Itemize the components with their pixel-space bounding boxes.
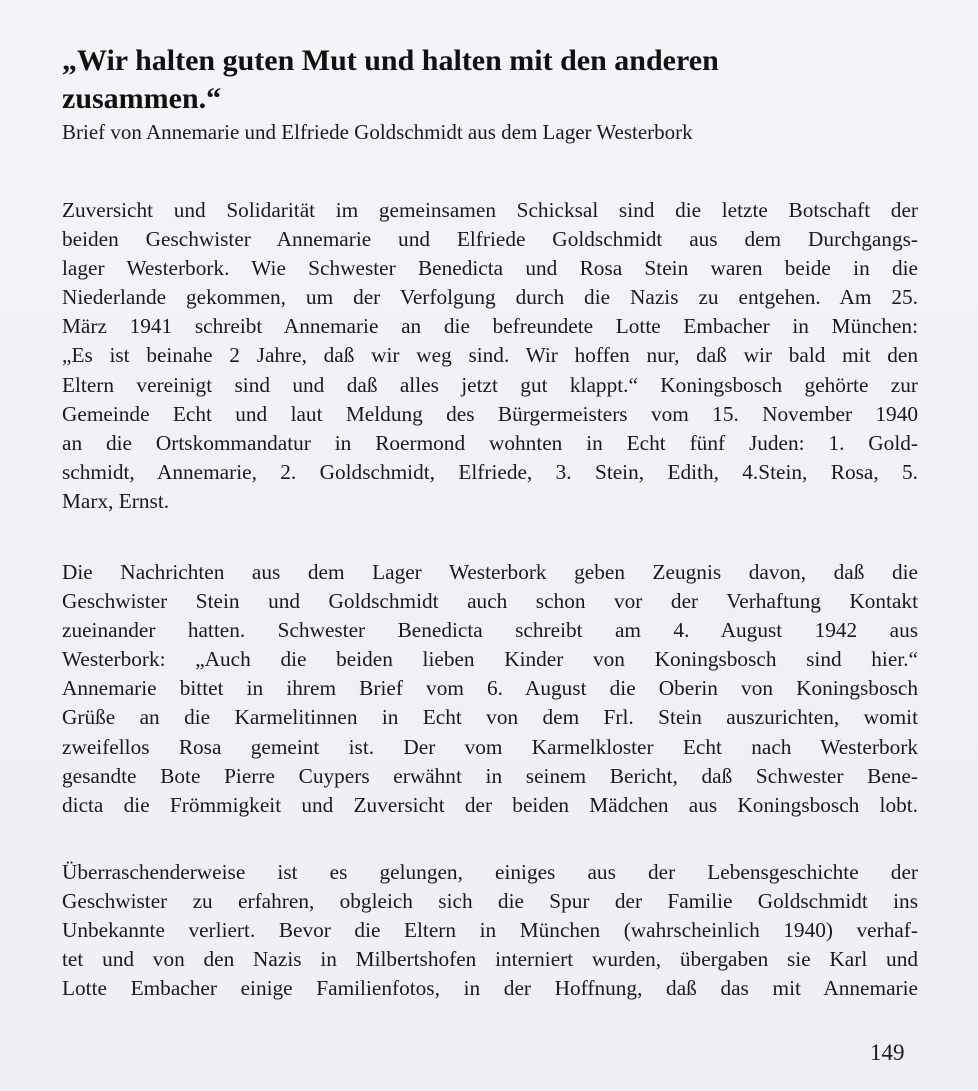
title-line: zusammen.“ [62,82,222,115]
title-line: „Wir halten guten Mut und halten mit den anderen [62,44,719,77]
text-line: Marx, Ernst. [62,488,170,513]
text-line: Gemeinde Echt und laut Meldung des Bürgermeisters vom 15. November 1940 [62,401,918,426]
text-line: an die Ortskommandatur in Roermond wohnten in Echt fünf Juden: 1. Gold- [62,430,918,455]
text-line: lager Westerbork. Wie Schwester Benedicta und Rosa Stein waren beide in die [62,256,918,281]
text-line: beiden Geschwister Annemarie und Elfriede Goldschmidt aus dem Durchgangs- [62,227,918,252]
text-line: Niederlande gekommen, um der Verfolgung durch die Nazis zu entgehen. Am 25. [62,285,918,310]
text-line: tet und von den Nazis in Milbertshofen interniert wurden, übergaben sie Karl und [62,947,918,972]
text-line: Eltern vereinigt sind und daß alles jetzt gut klappt.“ Koningsbosch gehörte zur [62,372,918,397]
text-line: dicta die Frömmigkeit und Zuversicht der beiden Mädchen aus Koningsbosch lobt. [62,792,918,817]
text-line: schmidt, Annemarie, 2. Goldschmidt, Elfriede, 3. Stein, Edith, 4.Stein, Rosa, 5. [62,459,918,484]
text-line: Lotte Embacher einige Familienfotos, in der Hoffnung, daß das mit Annemarie [62,976,918,1001]
text-line: zweifellos Rosa gemeint ist. Der vom Karmelkloster Echt nach Westerbork [62,734,918,759]
text-line: Geschwister Stein und Goldschmidt auch schon vor der Verhaftung Kontakt [62,589,918,614]
text-line: zueinander hatten. Schwester Benedicta schreibt am 4. August 1942 aus [62,618,918,643]
text-line: gesandte Bote Pierre Cuypers erwähnt in seinem Bericht, daß Schwester Bene- [62,763,918,788]
text-line: Grüße an die Karmelitinnen in Echt von dem Frl. Stein auszurichten, womit [62,705,918,730]
text-line: Überraschenderweise ist es gelungen, einiges aus der Lebensgeschichte der [62,860,918,884]
text-line: Westerbork: „Auch die beiden lieben Kinder von Koningsbosch sind hier.“ [62,647,918,672]
text-line: Zuversicht und Solidarität im gemeinsamen Schicksal sind die letzte Botschaft der [62,198,918,222]
text-line: Geschwister zu erfahren, obgleich sich die Spur der Familie Goldschmidt ins [62,889,918,914]
text-line: Annemarie bittet in ihrem Brief vom 6. August die Oberin von Koningsbosch [62,676,918,701]
text-line: „Es ist beinahe 2 Jahre, daß wir weg sind. Wir hoffen nur, daß wir bald mit den [62,343,918,368]
paragraph-2 [62,558,918,820]
paragraph-1 [62,196,918,516]
text-line: Unbekannte verliert. Bevor die Eltern in München (wahrscheinlich 1940) verhaf- [62,918,918,943]
text-line: März 1941 schreibt Annemarie an die befreundete Lotte Embacher in München: [62,314,918,339]
paragraph-3 [62,858,918,1003]
chapter-title [62,42,922,118]
page-number: 149 [870,1040,905,1065]
chapter-subtitle: Brief von Annemarie und Elfriede Goldschmidt aus dem Lager Westerbork [62,120,693,144]
text-line: Die Nachrichten aus dem Lager Westerbork geben Zeugnis davon, daß die [62,560,918,584]
